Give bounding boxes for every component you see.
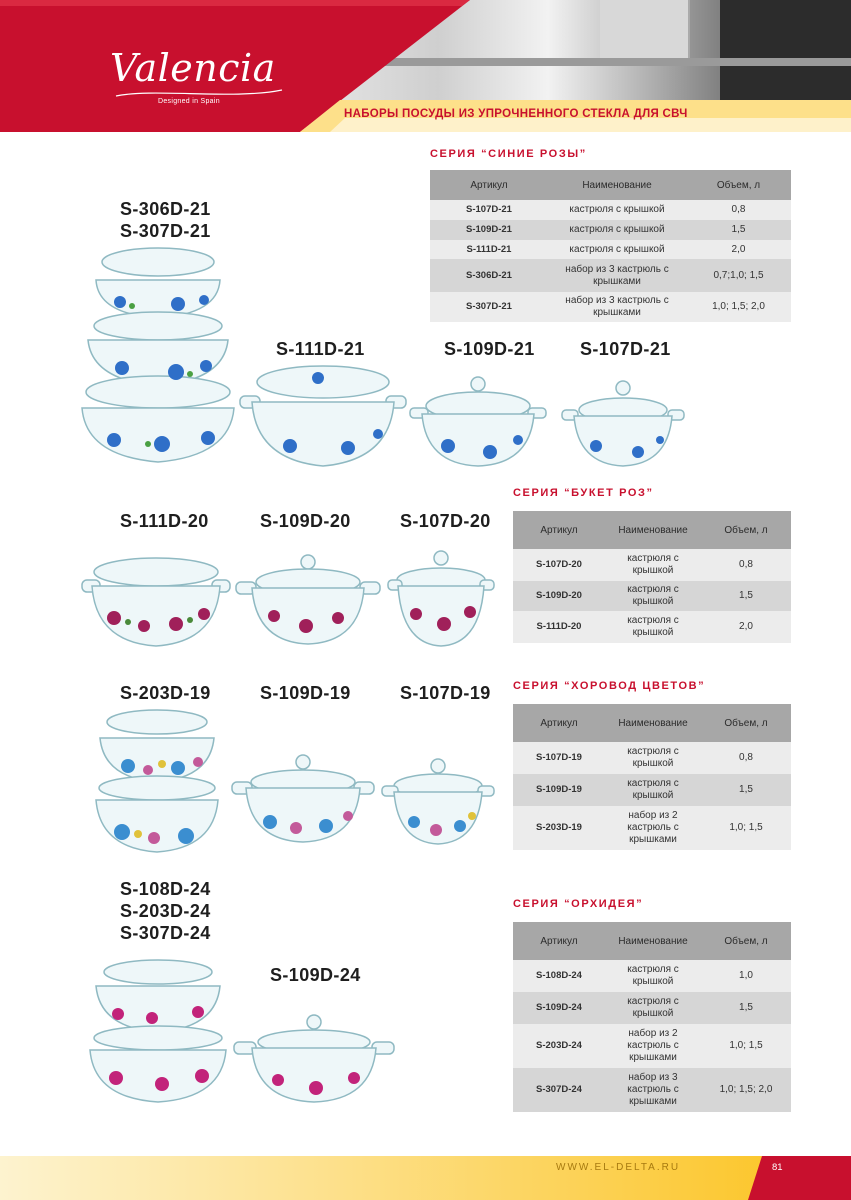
glass-pot-s111d20 [80, 552, 232, 648]
product-code: S-203D-24 [120, 901, 211, 921]
product-code-group [120, 198, 211, 242]
table-row: S-109D-19 кастрюля с крышкой 1,5 [513, 774, 791, 806]
table-row: S-109D-24 кастрюля с крышкой 1,5 [513, 992, 791, 1024]
page-title: НАБОРЫ ПОСУДЫ ИЗ УПРОЧНЕННОГО СТЕКЛА ДЛЯ СВЧ [344, 108, 688, 120]
glass-pot-s109d21 [408, 376, 548, 470]
glass-pot-s109d20 [234, 552, 382, 646]
col-volume: Объем, л [701, 922, 791, 960]
table-row: S-109D-20 кастрюля с крышкой 1,5 [513, 581, 791, 611]
spec-table-bouquet [513, 511, 791, 643]
footer-bar [0, 1156, 851, 1200]
spec-table-flower-dance [513, 704, 791, 850]
col-name: Наименование [548, 170, 686, 200]
table-row: S-306D-21 набор из 3 кастрюль с крышками 0,7;1,0; 1,5 [430, 259, 791, 292]
col-volume: Объем, л [701, 511, 791, 549]
product-code: S-307D-24 [120, 923, 211, 943]
table-row: S-108D-24 кастрюля с крышкой 1,0 [513, 960, 791, 992]
product-code: S-306D-21 [120, 199, 211, 219]
table-row: S-307D-21 набор из 3 кастрюль с крышками 1,0; 1,5; 2,0 [430, 292, 791, 322]
product-code-group [120, 878, 211, 944]
product-code: S-107D-19 [400, 683, 491, 703]
spec-table-blue-roses [430, 170, 791, 322]
table-row: S-203D-19 набор из 2 кастрюль с крышками 1,0; 1,5 [513, 806, 791, 850]
table-row: S-109D-21 кастрюля с крышкой 1,5 [430, 220, 791, 240]
table-row: S-307D-24 набор из 3 кастрюль с крышками 1,0; 1,5; 2,0 [513, 1068, 791, 1112]
table-row: S-107D-19 кастрюля с крышкой 0,8 [513, 742, 791, 774]
col-article: Артикул [513, 704, 605, 742]
col-article: Артикул [513, 922, 605, 960]
product-code: S-111D-20 [120, 511, 209, 531]
col-name: Наименование [605, 922, 701, 960]
spec-table-orchid [513, 922, 791, 1112]
product-code: S-111D-21 [276, 339, 365, 359]
col-article: Артикул [430, 170, 548, 200]
series-title-flower-dance: СЕРИЯ “ХОРОВОД ЦВЕТОВ” [513, 680, 706, 692]
col-name: Наименование [605, 511, 701, 549]
table-row: S-111D-20 кастрюля с крышкой 2,0 [513, 611, 791, 643]
product-code: S-109D-21 [444, 339, 535, 359]
glass-pot-set-2-flower-dance [92, 704, 222, 854]
product-code: S-203D-19 [120, 683, 211, 703]
footer-page-tab [748, 1156, 851, 1200]
table-row: S-107D-21 кастрюля с крышкой 0,8 [430, 200, 791, 220]
glass-pot-s107d20 [386, 548, 496, 648]
table-row: S-111D-21 кастрюля с крышкой 2,0 [430, 240, 791, 259]
footer-url[interactable]: WWW.EL-DELTA.RU [556, 1162, 681, 1173]
series-title-bouquet: СЕРИЯ “БУКЕТ РОЗ” [513, 487, 654, 499]
glass-pot-s109d19 [230, 752, 376, 844]
product-code: S-109D-19 [260, 683, 351, 703]
brand-name: Valencia [110, 46, 276, 90]
brand-tagline: Designed in Spain [158, 98, 220, 105]
product-code: S-109D-24 [270, 965, 361, 985]
product-code: S-108D-24 [120, 879, 211, 899]
glass-pot-s109d24 [232, 1012, 396, 1104]
table-row: S-203D-24 набор из 2 кастрюль с крышками 1,0; 1,5 [513, 1024, 791, 1068]
series-title-orchid: СЕРИЯ “ОРХИДЕЯ” [513, 898, 644, 910]
glass-pot-s107d19 [380, 756, 496, 846]
glass-pot-set-3-blue-roses [78, 240, 238, 470]
page-number: 81 [772, 1162, 783, 1173]
col-name: Наименование [605, 704, 701, 742]
glass-pot-s111d21 [238, 362, 408, 470]
product-code: S-107D-20 [400, 511, 491, 531]
product-code: S-107D-21 [580, 339, 671, 359]
product-code: S-109D-20 [260, 511, 351, 531]
glass-pot-set-orchid [88, 954, 228, 1104]
col-volume: Объем, л [701, 704, 791, 742]
col-volume: Объем, л [686, 170, 791, 200]
glass-pot-s107d21 [560, 380, 686, 468]
product-code: S-307D-21 [120, 221, 211, 241]
brand-logo [104, 42, 284, 112]
series-title-blue-roses: СЕРИЯ “СИНИЕ РОЗЫ” [430, 148, 587, 160]
col-article: Артикул [513, 511, 605, 549]
table-row: S-107D-20 кастрюля с крышкой 0,8 [513, 549, 791, 581]
